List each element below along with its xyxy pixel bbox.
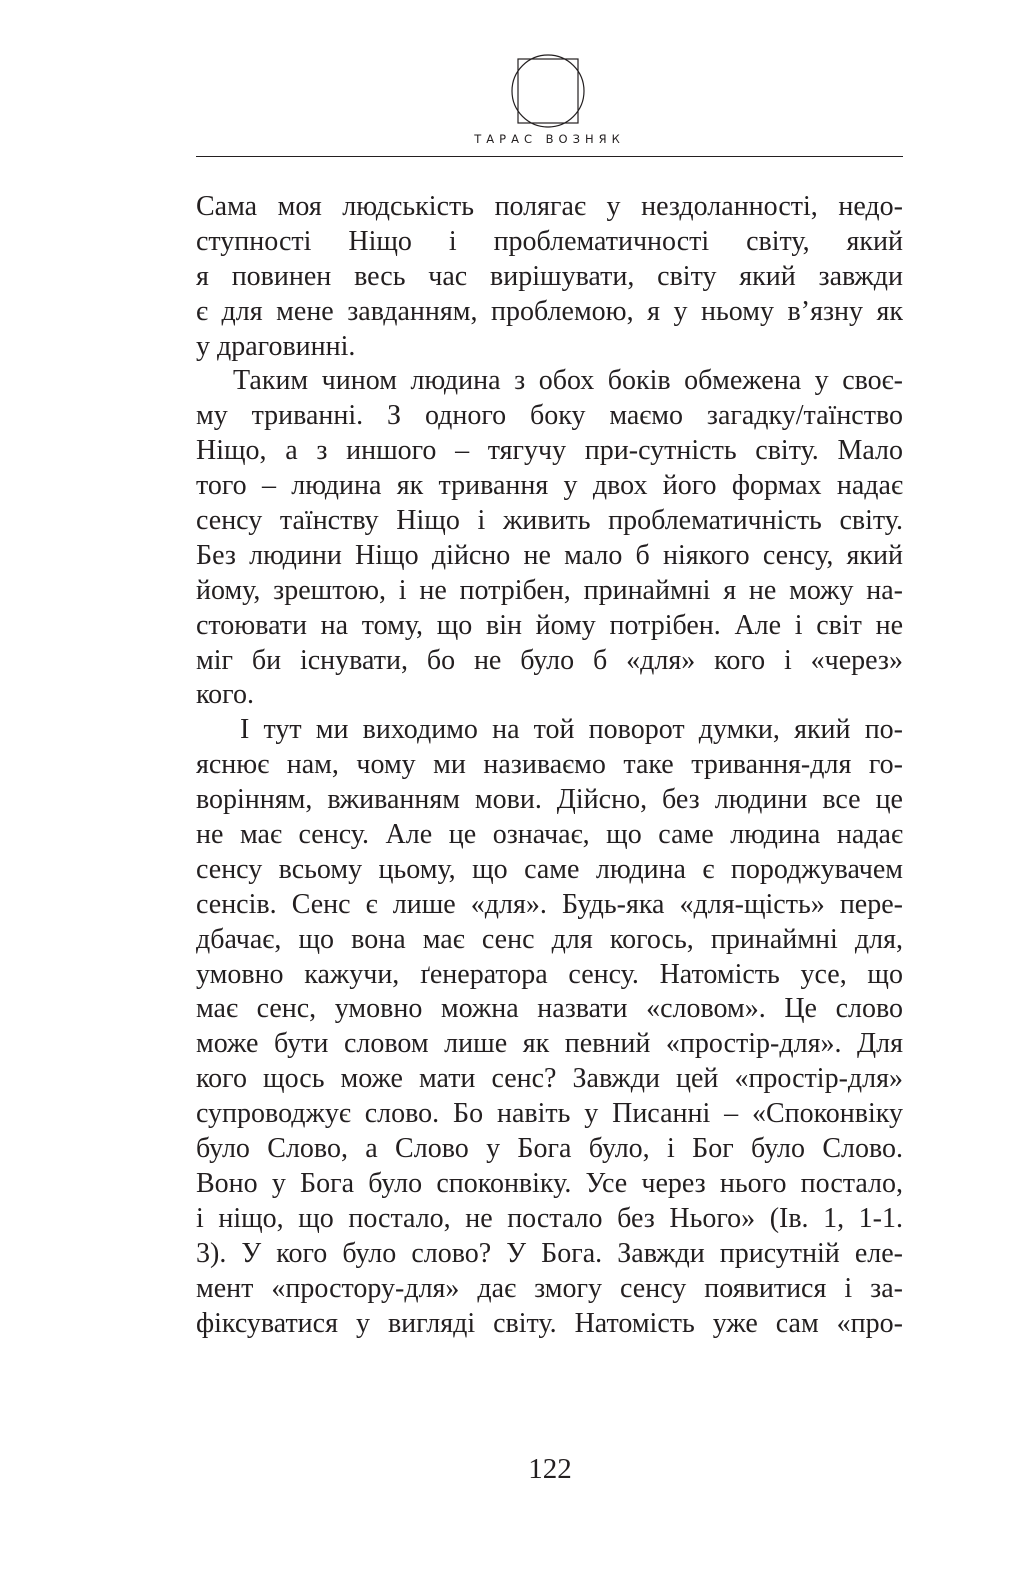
text-line: Таким чином людина з обох боків обмежена у своє- [233,365,903,397]
text-line: Ніщо, а з иншого – тягучу при-сутність світу. Мало [196,435,903,467]
text-line: було Слово, а Слово у Бога було, і Бог було Слово. [196,1133,903,1165]
page-number: 122 [528,1453,572,1485]
text-line: умовно кажучи, ґенератора сенсу. Натомість усе, що [196,958,903,990]
text-line: сенсу таїнству Ніщо і живить проблематичність світу. [196,505,903,537]
paragraph [196,713,903,1341]
text-line: ворінням, вживанням мови. Дійсно, без людини все це [196,784,903,816]
text-line: Без людини Ніщо дійсно не мало б ніякого сенсу, який [196,539,903,571]
circle-square-emblem-icon [510,46,586,136]
text-line: Воно у Бога було споконвіку. Усе через нього постало, [196,1167,903,1199]
paragraph [196,364,903,713]
text-line: Сама моя людськість полягає у нездоланності, недо- [196,191,903,222]
text-line: йому, зрештою, і не потрібен, принаймні я не можу на- [196,574,903,606]
text-line: кого щось може мати сенс? Завжди цей «простір-для» [196,1063,903,1095]
text-line: мент «простору-для» дає змогу сенсу появитися і за- [196,1272,903,1304]
text-line: сенсів. Сенс є лише «для». Будь-яка «для-щість» пере- [196,888,903,920]
text-line: є для мене завданням, проблемою, я у ньому в’язну як [196,295,903,327]
main-text [196,190,903,1341]
text-line: дбачає, що вона має сенс для когось, принаймні для, [196,923,903,955]
paragraph [196,190,903,364]
text-line: може бути словом лише як певний «простір-для». Для [196,1028,903,1060]
text-line: 3). У кого було слово? У Бога. Завжди присутній еле- [196,1237,903,1269]
text-line: має сенс, умовно можна назвати «словом». Це слово [196,993,903,1025]
text-line: того – людина як тривання у двох його формах надає [196,470,903,502]
header-rule [196,156,903,157]
text-line: стоювати на тому, що він йому потрібен. Але і світ не [196,609,903,641]
text-line: І тут ми виходимо на той поворот думки, який по- [240,714,903,746]
text-line: фіксуватися у вигляді світу. Натомість уже сам «про- [196,1307,903,1339]
text-line: і ніщо, що постало, не постало без Нього» (Ів. 1, 1-1. [196,1202,903,1234]
text-line: я повинен весь час вирішувати, світу який завжди [196,260,903,292]
running-header: ТАРАС ВОЗНЯК [474,132,625,146]
text-line: му триванні. З одного боку маємо загадку/таїнство [196,400,903,432]
text-line: у драговинні. [196,330,356,362]
text-line: супроводжує слово. Бо навіть у Писанні – «Споконвіку [196,1098,903,1130]
text-line: сенсу всьому цьому, що саме людина є породжувачем [196,853,903,885]
text-line: кого. [196,679,254,711]
text-line: не має сенсу. Але це означає, що саме людина надає [196,819,903,851]
text-line: яснює нам, чому ми називаємо таке тривання-для го- [196,749,903,781]
text-line: міг би існувати, бо не було б «для» кого і «через» [196,644,903,676]
text-line: ступності Ніщо і проблематичності світу, який [196,225,903,257]
